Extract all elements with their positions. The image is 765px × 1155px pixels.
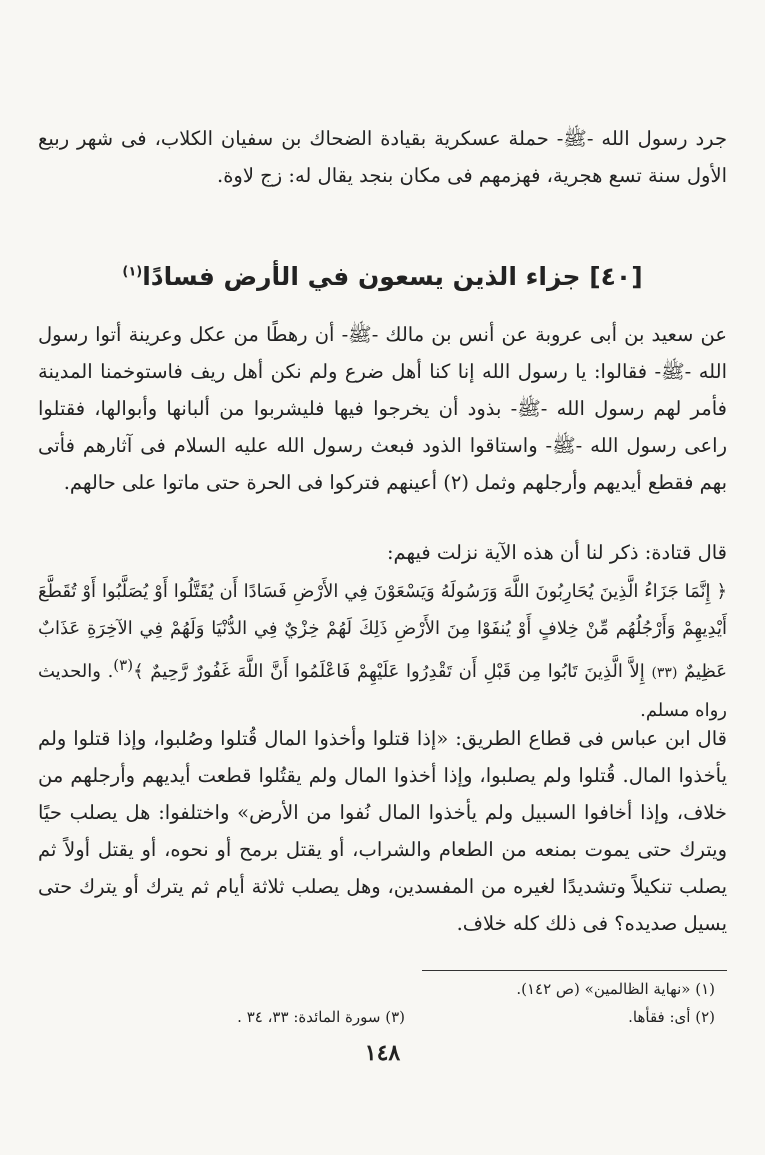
intro-paragraph: جرد رسول الله -ﷺ- حملة عسكرية بقيادة الضحاك بن سفيان الكلاب، فى شهر ربيع الأول سنة تسع هجرية، فهزمهم فى مكان بنجد يقال له: زج لاوة.	[38, 127, 727, 187]
ayah-number-mark: (٣٣)	[651, 665, 678, 681]
footnote-2: (٢) أى: فقأها.	[628, 1008, 715, 1026]
footnote-3: (٣) سورة المائدة: ٣٣، ٣٤ .	[237, 1008, 405, 1026]
page-number: ١٤٨	[364, 1040, 401, 1066]
qatada-line: قال قتادة: ذكر لنا أن هذه الآية نزلت فيهم:	[386, 541, 727, 564]
heading-footnote-ref: (١)	[122, 264, 143, 280]
heading-text: [٤٠] جزاء الذين يسعون في الأرض فسادًا	[142, 262, 643, 291]
footnote-divider	[422, 970, 727, 971]
section-heading	[38, 262, 727, 291]
ibn-abbas-paragraph: قال ابن عباس فى قطاع الطريق: «إذا قتلوا وأخذوا المال قُتلوا وصُلبوا، وإذا قتلوا ولم يأخذوا المال. قُتلوا ولم يصلبوا، وإذا أخذوا المال ولم يقتُلوا قطعت أيديهم وأرجلهم من خلاف، وإذا أخافوا السبيل ولم يأخذوا المال نُفوا من الأرض» واختلفوا: هل يصلب حيًا ويترك حتى يموت بمنعه من الطعام والشراب، أو يقتل برمح أو نحوه، أو يقتل أولاً ثم يصلب تنكيلاً وتشديدًا لغيره من المفسدين، وهل يصلب ثلاثة أيام ثم يترك أو يترك حتى يسيل صديده؟ فى ذلك كله خلاف.	[38, 727, 727, 935]
quran-text-2: إِلاَّ الَّذِينَ تَابُوا مِن قَبْلِ أَن تَقْدِرُوا عَلَيْهِمْ فَاعْلَمُوا أَنَّ اللَّهَ غَفُورٌ رَّحِيمٌ ﴾	[133, 661, 645, 682]
quran-footnote-ref: (٣)	[113, 656, 134, 674]
hadith-paragraph: عن سعيد بن أبى عروبة عن أنس بن مالك -ﷺ- أن رهطًا من عكل وعرينة أتوا رسول الله -ﷺ- فقالوا: يا رسول الله إنا كنا أهل ضرع ولم نكن أهل ريف فاستوخمنا المدينة فأمر لهم رسول الله -ﷺ- بذود أن يخرجوا فيها فليشربوا من ألبانها وأبوالها، فقتلوا راعى رسول الله -ﷺ- واستاقوا الذود فبعث رسول الله عليه السلام فى آثارهم فأتى بهم فقطع أيديهم وأرجلهم وثمل (٢) أعينهم فتركوا فى الحرة حتى ماتوا على حالهم.	[38, 323, 727, 494]
quran-text: ﴿ إِنَّمَا جَزَاءُ الَّذِينَ يُحَارِبُونَ اللَّهَ وَرَسُولَهُ وَيَسْعَوْنَ فِي الأَرْضِ فَسَادًا أَن يُقَتَّلُوا أَوْ يُصَلَّبُوا أَوْ تُقَطَّعَ أَيْدِيهِمْ وَأَرْجُلُهُم مِّنْ خِلافٍ أَوْ يُنفَوْا مِنَ الأَرْضِ ذَلِكَ لَهُمْ خِزْيٌ فِي الدُّنْيَا وَلَهُمْ فِي الآخِرَةِ عَذَابٌ عَظِيمٌ	[38, 581, 727, 682]
quran-tail: . والحديث رواه مسلم.	[38, 661, 727, 721]
footnote-1: (١) «نهاية الظالمين» (ص ١٤٢).	[516, 980, 715, 998]
quran-verse	[38, 573, 727, 729]
